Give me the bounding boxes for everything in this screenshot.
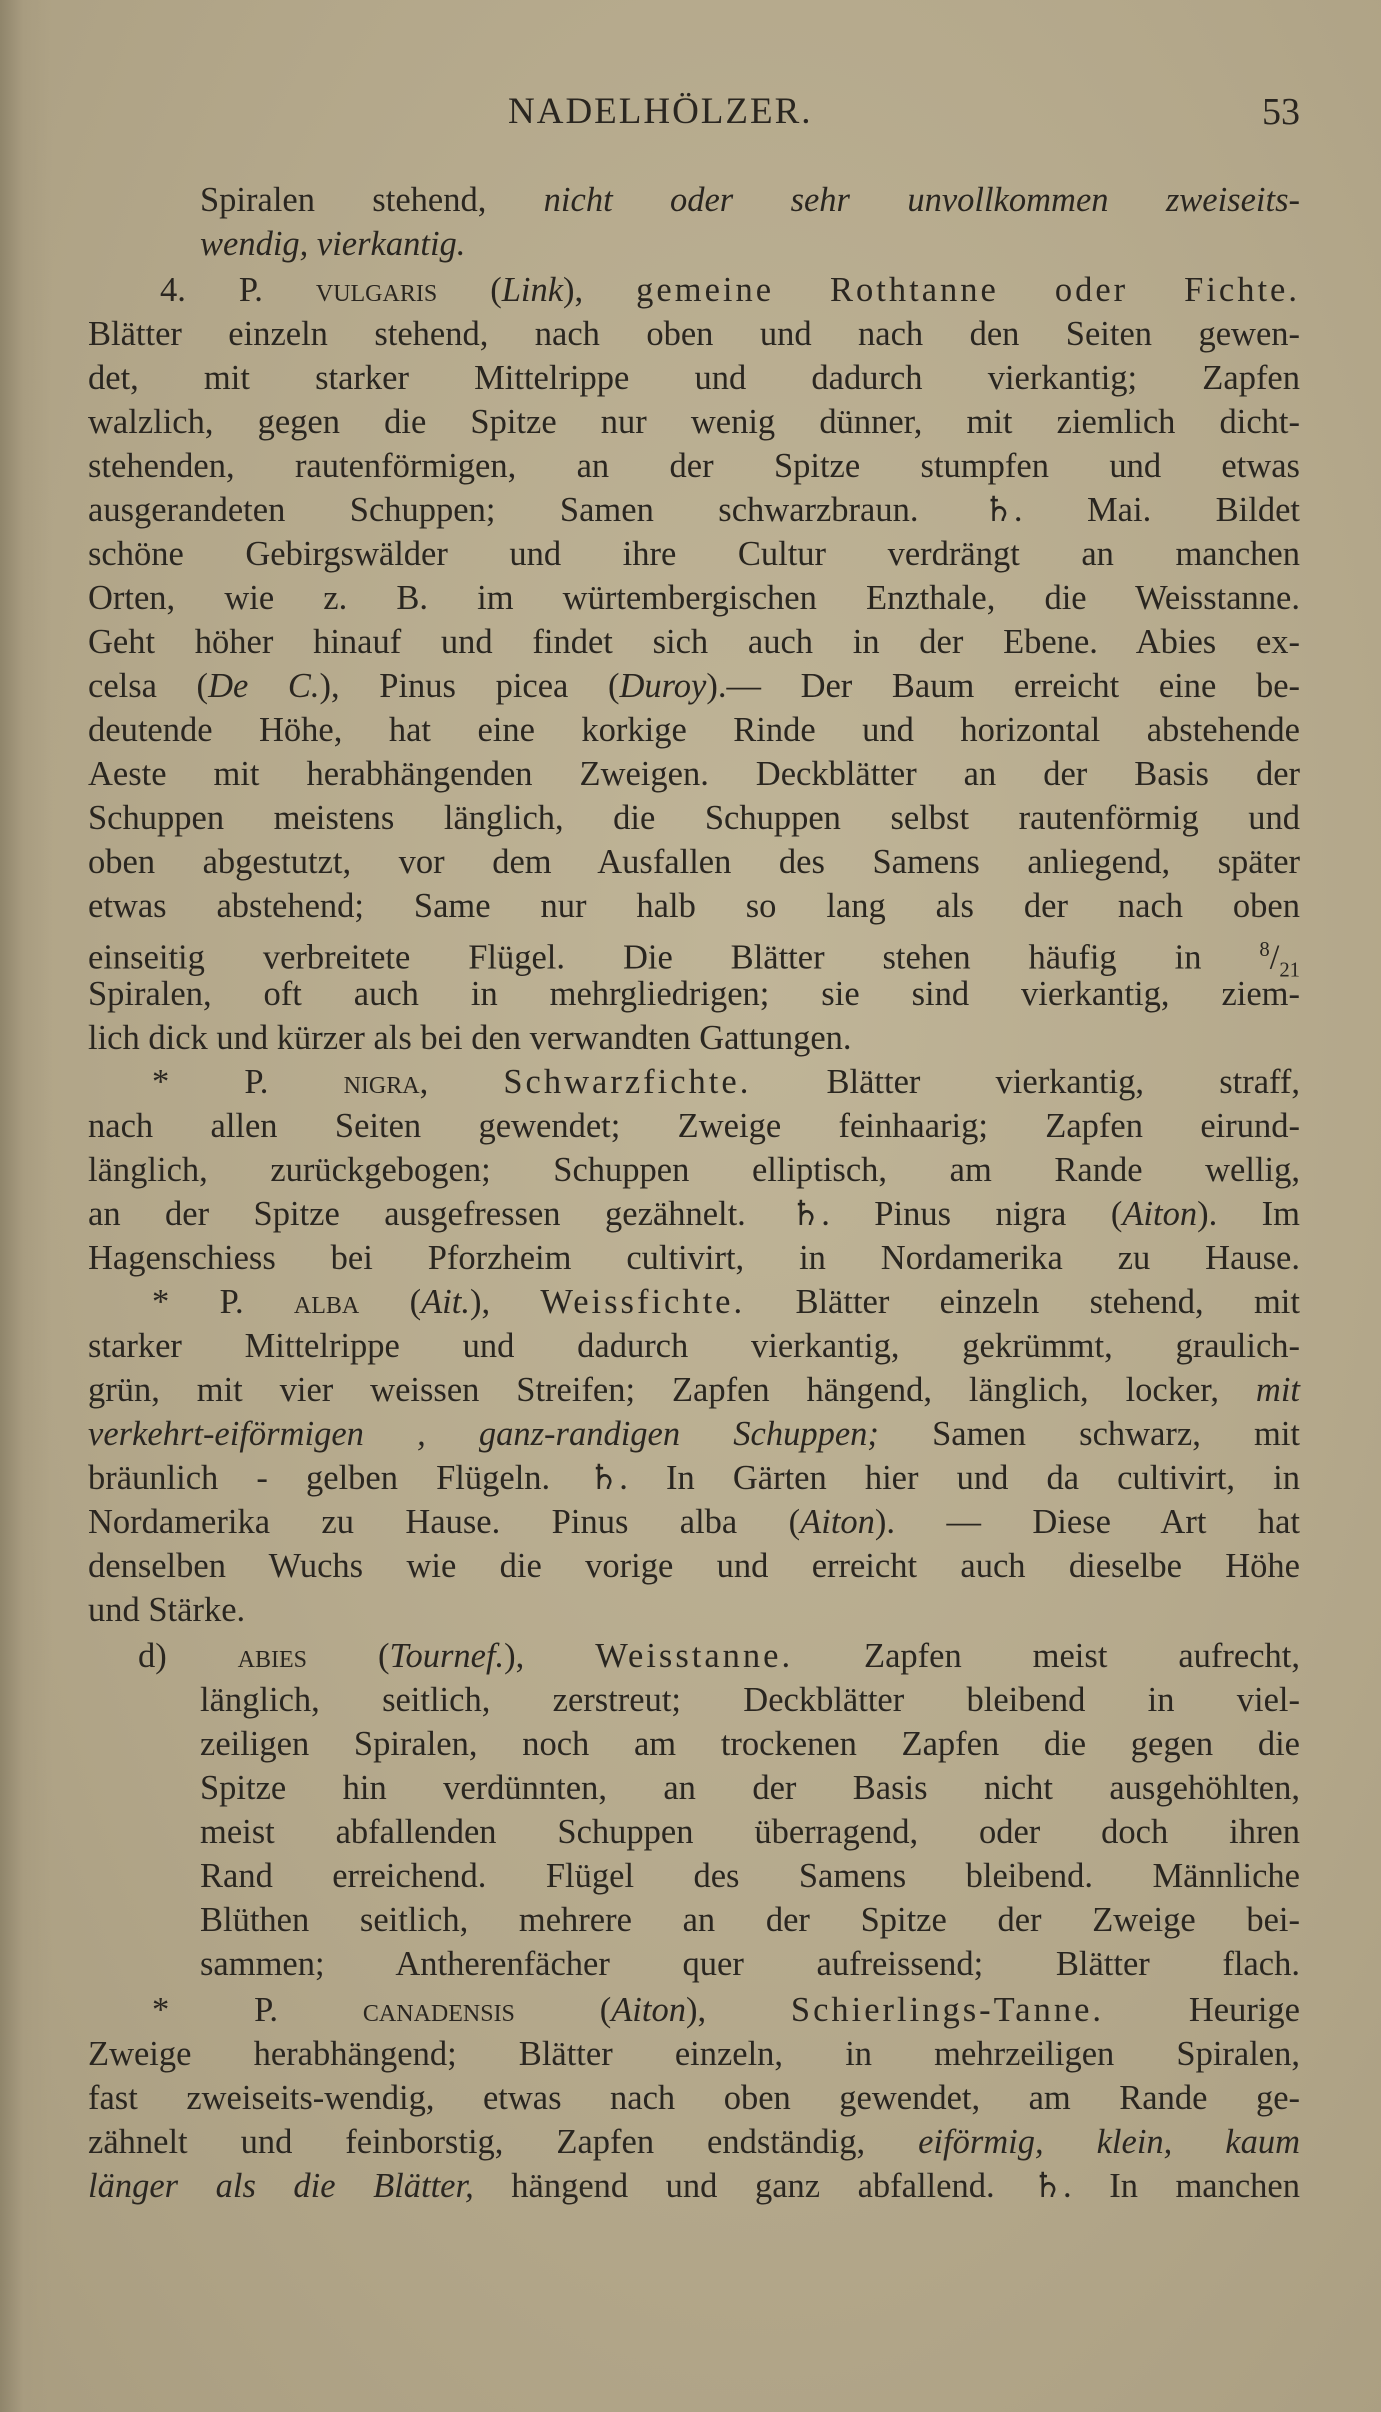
text-line: starker Mittelrippe und dadurch vierkantig, gekrümmt, graulich- <box>88 1327 1300 1365</box>
text-line: zähnelt und feinborstig, Zapfen endständig, eiförmig, klein, kaum <box>88 2123 1300 2161</box>
text-line: denselben Wuchs wie die vorige und erreicht auch dieselbe Höhe <box>88 1547 1300 1585</box>
text-line: grün, mit vier weissen Streifen; Zapfen hängend, länglich, locker, mit <box>88 1371 1300 1409</box>
page-number: 53 <box>1262 91 1300 133</box>
text-line: Blätter einzeln stehend, nach oben und nach den Seiten gewen- <box>88 315 1300 353</box>
text-line: * P. nigra, Schwarzfichte. Blätter vierkantig, straff, <box>152 1063 1300 1101</box>
text-line: ausgerandeten Schuppen; Samen schwarzbraun. ♄. Mai. Bildet <box>88 491 1300 529</box>
text-line: fast zweiseits-wendig, etwas nach oben gewendet, am Rande ge- <box>88 2079 1300 2117</box>
text-line: Blüthen seitlich, mehrere an der Spitze der Zweige bei- <box>200 1901 1300 1939</box>
text-line: bräunlich - gelben Flügeln. ♄. In Gärten hier und da cultivirt, in <box>88 1459 1300 1497</box>
text-line: d) abies (Tournef.), Weisstanne. Zapfen meist aufrecht, <box>138 1637 1300 1675</box>
text-line: länglich, seitlich, zerstreut; Deckblätter bleibend in viel- <box>200 1681 1300 1719</box>
page-spine-shadow <box>0 0 52 2412</box>
text-line: Schuppen meistens länglich, die Schuppen selbst rautenförmig und <box>88 799 1300 837</box>
text-line: * P. canadensis (Aiton), Schierlings-Tanne. Heurige <box>152 1991 1300 2029</box>
text-line: 4. P. vulgaris (Link), gemeine Rothtanne oder Fichte. <box>160 271 1300 309</box>
text-line: wendig, vierkantig. <box>200 225 466 263</box>
text-line: lich dick und kürzer als bei den verwandten Gattungen. <box>88 1019 852 1057</box>
text-line: und Stärke. <box>88 1591 246 1629</box>
text-line: an der Spitze ausgefressen gezähnelt. ♄. Pinus nigra (Aiton). Im <box>88 1195 1300 1233</box>
text-line: walzlich, gegen die Spitze nur wenig dünner, mit ziemlich dicht- <box>88 403 1300 441</box>
text-line: det, mit starker Mittelrippe und dadurch vierkantig; Zapfen <box>88 359 1300 397</box>
text-line: Orten, wie z. B. im würtembergischen Enzthale, die Weisstanne. <box>88 579 1300 617</box>
text-line: meist abfallenden Schuppen überragend, oder doch ihren <box>200 1813 1300 1851</box>
text-line: einseitig verbreitete Flügel. Die Blätter stehen häufig in $^8/_{21}$ <box>88 938 1300 982</box>
text-line: Nordamerika zu Hause. Pinus alba (Aiton). — Diese Art hat <box>88 1503 1300 1541</box>
text-line: stehenden, rautenförmigen, an der Spitze stumpfen und etwas <box>88 447 1300 485</box>
text-line: verkehrt-eiförmigen , ganz-randigen Schuppen; Samen schwarz, mit <box>88 1415 1300 1453</box>
text-line: oben abgestutzt, vor dem Ausfallen des Samens anliegend, später <box>88 843 1300 881</box>
text-line: * P. alba (Ait.), Weissfichte. Blätter einzeln stehend, mit <box>152 1283 1300 1321</box>
text-line: Zweige herabhängend; Blätter einzeln, in mehrzeiligen Spiralen, <box>88 2035 1300 2073</box>
text-line: Hagenschiess bei Pforzheim cultivirt, in Nordamerika zu Hause. <box>88 1239 1300 1277</box>
text-line: Spiralen, oft auch in mehrgliedrigen; sie sind vierkantig, ziem- <box>88 975 1300 1013</box>
text-line: celsa (De C.), Pinus picea (Duroy).— Der Baum erreicht eine be- <box>88 667 1300 705</box>
page-header <box>0 90 1381 140</box>
text-line: schöne Gebirgswälder und ihre Cultur verdrängt an manchen <box>88 535 1300 573</box>
text-line: Rand erreichend. Flügel des Samens bleibend. Männliche <box>200 1857 1300 1895</box>
text-line: Spiralen stehend, nicht oder sehr unvollkommen zweiseits- <box>200 181 1301 219</box>
text-line: deutende Höhe, hat eine korkige Rinde und horizontal abstehende <box>88 711 1300 749</box>
text-line: Aeste mit herabhängenden Zweigen. Deckblätter an der Basis der <box>88 755 1300 793</box>
text-line: etwas abstehend; Same nur halb so lang als der nach oben <box>88 887 1300 925</box>
text-line: sammen; Antherenfächer quer aufreissend; Blätter flach. <box>200 1945 1300 1983</box>
text-line: länglich, zurückgebogen; Schuppen elliptisch, am Rande wellig, <box>88 1151 1300 1189</box>
running-title: NADELHÖLZER. <box>508 91 813 132</box>
text-line: zeiligen Spiralen, noch am trockenen Zapfen die gegen die <box>200 1725 1300 1763</box>
text-line: Spitze hin verdünnten, an der Basis nicht ausgehöhlten, <box>200 1769 1300 1807</box>
text-line: Geht höher hinauf und findet sich auch in der Ebene. Abies ex- <box>88 623 1300 661</box>
text-line: nach allen Seiten gewendet; Zweige feinhaarig; Zapfen eirund- <box>88 1107 1300 1145</box>
text-line: länger als die Blätter, hängend und ganz abfallend. ♄. In manchen <box>88 2167 1300 2205</box>
